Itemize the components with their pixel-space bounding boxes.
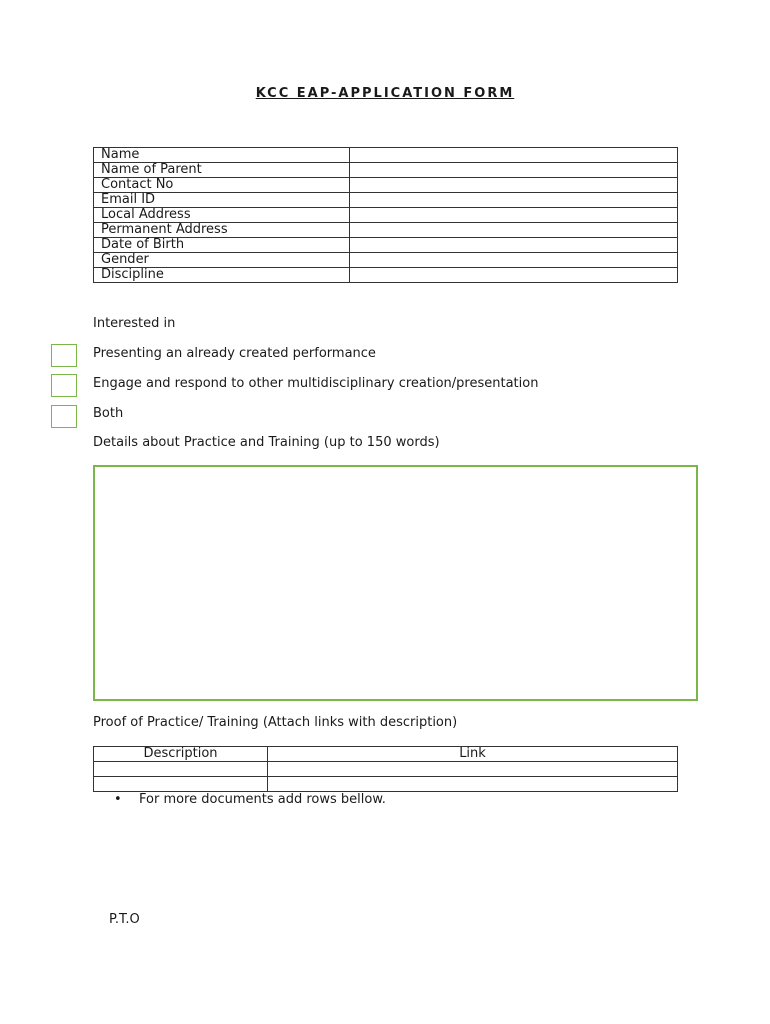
more-documents-note (114, 792, 386, 807)
email-field[interactable] (350, 193, 678, 208)
engage-option-label: Engage and respond to other multidisciplinary creation/presentation (93, 376, 539, 391)
table-row (94, 178, 678, 193)
email-label: Email ID (94, 193, 350, 208)
interest-heading: Interested in (93, 316, 176, 331)
table-row (94, 762, 678, 777)
presenting-option-label: Presenting an already created performance (93, 346, 376, 361)
both-checkbox[interactable] (51, 405, 77, 428)
permanent-address-field[interactable] (350, 223, 678, 238)
table-row (94, 163, 678, 178)
more-documents-note-text: For more documents add rows bellow. (139, 792, 386, 807)
dob-field[interactable] (350, 238, 678, 253)
contact-label: Contact No (94, 178, 350, 193)
local-address-label: Local Address (94, 208, 350, 223)
details-textarea[interactable] (93, 465, 698, 701)
engage-checkbox[interactable] (51, 374, 77, 397)
parent-name-field[interactable] (350, 163, 678, 178)
table-row (94, 777, 678, 792)
name-field[interactable] (350, 148, 678, 163)
proof-heading: Proof of Practice/ Training (Attach links with description) (93, 715, 458, 730)
details-heading: Details about Practice and Training (up to 150 words) (93, 435, 440, 450)
discipline-label: Discipline (94, 268, 350, 283)
discipline-field[interactable] (350, 268, 678, 283)
link-cell[interactable] (268, 777, 678, 792)
gender-field[interactable] (350, 253, 678, 268)
bullet-icon: • (114, 792, 122, 807)
table-row (94, 193, 678, 208)
description-cell[interactable] (94, 762, 268, 777)
dob-label: Date of Birth (94, 238, 350, 253)
contact-field[interactable] (350, 178, 678, 193)
local-address-field[interactable] (350, 208, 678, 223)
parent-name-label: Name of Parent (94, 163, 350, 178)
permanent-address-label: Permanent Address (94, 223, 350, 238)
description-cell[interactable] (94, 777, 268, 792)
link-cell[interactable] (268, 762, 678, 777)
presenting-checkbox[interactable] (51, 344, 77, 367)
name-label: Name (94, 148, 350, 163)
form-title: KCC EAP-APPLICATION FORM (255, 86, 515, 101)
table-row (94, 253, 678, 268)
table-row (94, 208, 678, 223)
both-option-label: Both (93, 406, 124, 421)
proof-table (93, 746, 678, 792)
description-column-header: Description (94, 747, 268, 762)
table-header-row (94, 747, 678, 762)
table-row (94, 268, 678, 283)
pto-label: P.T.O (109, 912, 140, 927)
table-row (94, 223, 678, 238)
gender-label: Gender (94, 253, 350, 268)
personal-info-table (93, 147, 678, 283)
table-row (94, 238, 678, 253)
link-column-header: Link (268, 747, 678, 762)
table-row (94, 148, 678, 163)
